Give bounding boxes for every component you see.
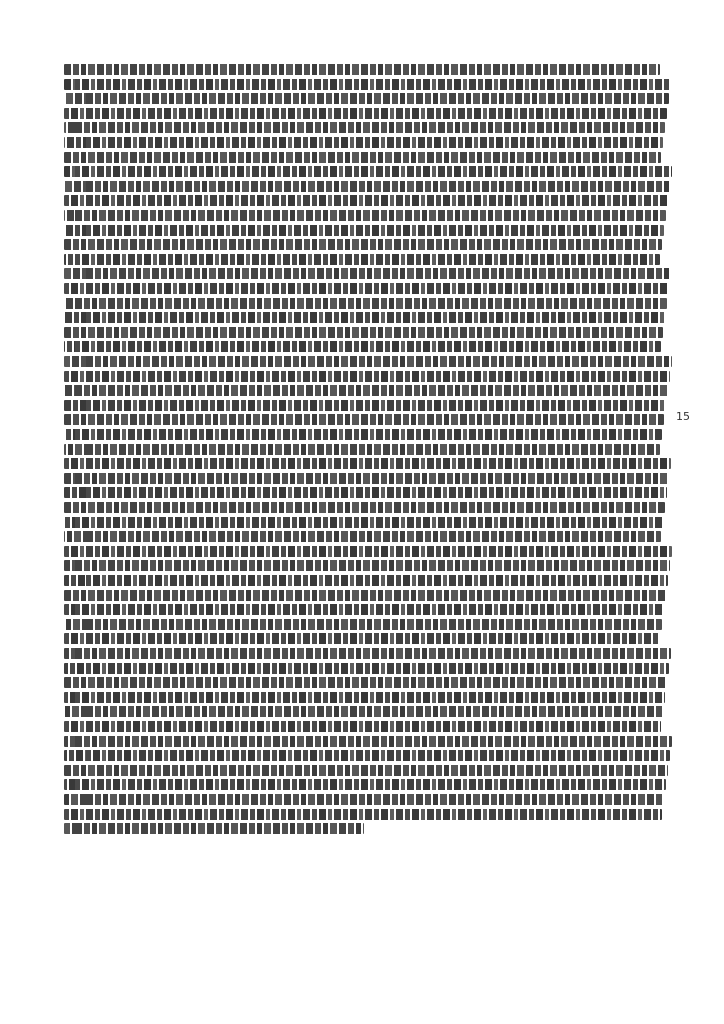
illegible-text-line: [64, 283, 669, 294]
illegible-text-line: [64, 137, 663, 148]
illegible-text-line: [64, 108, 667, 119]
illegible-text-line: [64, 400, 666, 411]
illegible-text-line: [64, 356, 672, 367]
illegible-text-line: [64, 575, 668, 586]
illegible-text-line: [64, 122, 665, 133]
illegible-text-line: [64, 663, 669, 674]
illegible-text-line: [64, 239, 662, 250]
illegible-text-line: [64, 604, 664, 615]
illegible-text-line: [64, 531, 661, 542]
illegible-text-line: [64, 823, 364, 834]
illegible-text-line: [64, 677, 667, 688]
illegible-text-line: [64, 779, 666, 790]
illegible-text-line: [64, 648, 671, 659]
illegible-text-block: [64, 64, 684, 836]
illegible-text-line: [64, 64, 660, 75]
illegible-text-line: [64, 181, 670, 192]
illegible-text-line: [64, 809, 662, 820]
page-marker: 15: [676, 410, 690, 423]
illegible-text-line: [64, 152, 661, 163]
illegible-text-line: [64, 619, 662, 630]
illegible-text-line: [64, 93, 669, 104]
illegible-text-line: [64, 473, 669, 484]
illegible-text-line: [64, 706, 663, 717]
illegible-text-line: [64, 341, 661, 352]
illegible-text-line: [64, 444, 660, 455]
illegible-text-line: [64, 736, 672, 747]
illegible-text-line: [64, 166, 672, 177]
illegible-text-line: [64, 633, 660, 644]
illegible-text-line: [64, 487, 667, 498]
illegible-text-line: [64, 590, 666, 601]
illegible-text-line: [64, 327, 663, 338]
illegible-text-line: [64, 502, 665, 513]
illegible-text-line: [64, 312, 665, 323]
illegible-text-line: [64, 517, 663, 528]
illegible-text-line: [64, 560, 670, 571]
illegible-text-line: [64, 750, 670, 761]
illegible-text-line: [64, 429, 662, 440]
illegible-text-line: [64, 414, 664, 425]
illegible-text-line: [64, 385, 668, 396]
illegible-text-line: [64, 721, 661, 732]
illegible-text-line: [64, 268, 671, 279]
illegible-text-line: [64, 225, 664, 236]
illegible-text-line: [64, 546, 672, 557]
illegible-text-line: [64, 794, 664, 805]
illegible-text-line: [64, 458, 671, 469]
illegible-text-line: [64, 195, 668, 206]
illegible-text-line: [64, 210, 666, 221]
illegible-text-line: [64, 371, 670, 382]
illegible-text-line: [64, 254, 660, 265]
illegible-text-line: [64, 765, 668, 776]
illegible-text-line: [64, 298, 667, 309]
illegible-text-line: [64, 79, 671, 90]
illegible-text-line: [64, 692, 665, 703]
